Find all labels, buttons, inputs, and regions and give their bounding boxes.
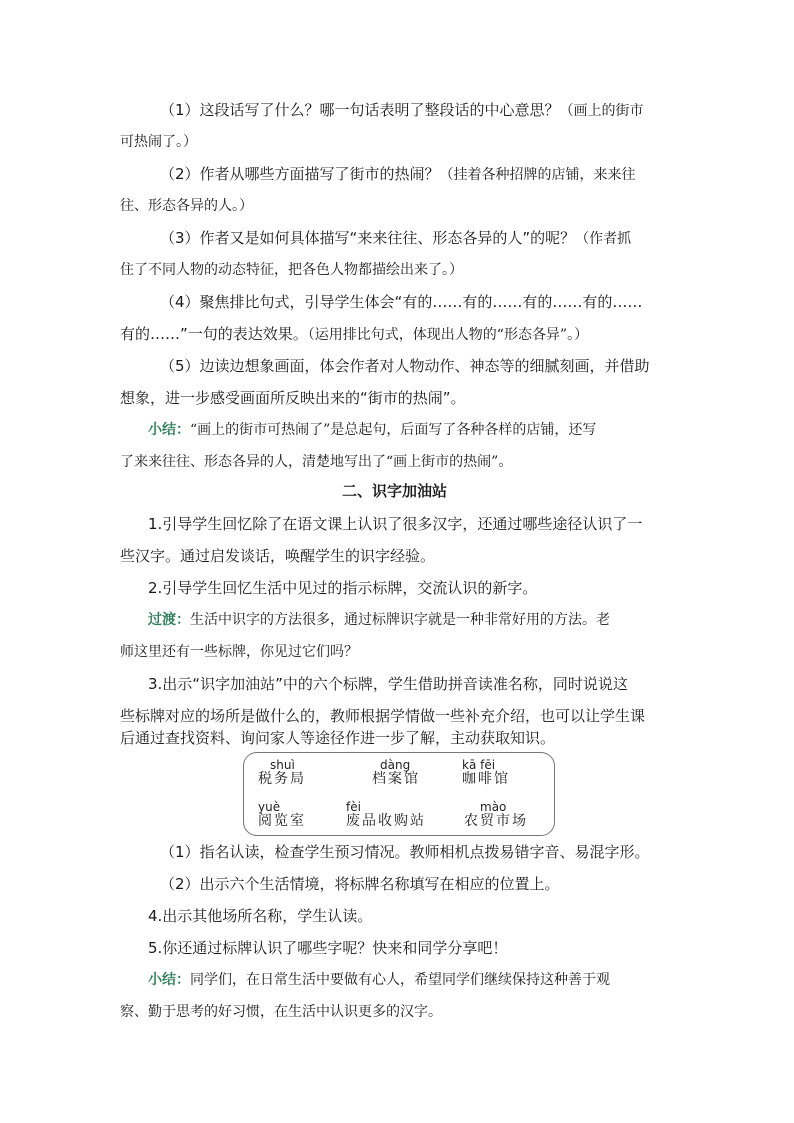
answer-text: （挂着各种招牌的店铺，来来往	[439, 167, 636, 183]
paragraph-q1-line1	[160, 100, 644, 120]
sign-pinyin: shuì	[270, 758, 295, 772]
sign-name: 阅览室	[258, 813, 306, 829]
paragraph-p5: 5.你还通过标牌认识了哪些字呢？快来和同学分享吧！	[148, 939, 508, 957]
answer-text: （运用排比句式，体现出人物的“形态各异”。）	[307, 327, 589, 343]
sign-pinyin: kā fēi	[462, 758, 496, 772]
paragraph-q1-line2: 可热闹了。）	[120, 134, 197, 150]
summary-2-line1	[148, 970, 610, 990]
transition-line2: 师这里还有一些标牌，你见过它们吗？	[120, 644, 358, 660]
paragraph-q2-line1	[160, 164, 636, 184]
paragraph-q4-line1: （4）聚焦排比句式，引导学生体会“有的……有的……有的……有的……	[160, 293, 643, 311]
paragraph-p4: 4.出示其他场所名称，学生认读。	[148, 907, 373, 925]
summary-text: “画上的街市可热闹了”是总起句，后面写了各种各样的店铺，还写	[190, 422, 597, 438]
paragraph-s1: （1）指名认读，检查学生预习情况。教师相机点拨易错字音、易混字形。	[160, 843, 650, 861]
paragraph-p3-line1: 3.出示“识字加油站”中的六个标牌，学生借助拼音读准名称，同时说说这	[148, 675, 628, 693]
question-text: （3）作者又是如何具体描写“来来往往、形态各异的人”的呢？	[160, 229, 576, 247]
summary-1-line1	[148, 420, 596, 440]
sign-name: 农贸市场	[464, 813, 528, 829]
transition-text: 生活中识字的方法很多，通过标牌识字就是一种非常好用的方法。老	[190, 612, 610, 628]
paragraph-p3-line2: 些标牌对应的场所是做什么的，教师根据学情做一些补充介绍，也可以让学生课	[120, 707, 646, 725]
question-text: （1）这段话写了什么？哪一句话表明了整段话的中心意思？	[160, 101, 560, 119]
paragraph-p1-line2: 些汉字。通过启发谈话，唤醒学生的识字经验。	[120, 547, 436, 565]
sign-name: 咖啡馆	[462, 771, 510, 787]
answer-text: （作者抓	[575, 231, 632, 247]
question-text: （2）作者从哪些方面描写了街市的热闹？	[160, 165, 440, 183]
transition-label: 过渡：	[148, 612, 190, 628]
sign-pinyin: yuè	[258, 800, 281, 814]
transition-line1	[148, 610, 610, 630]
paragraph-q5-line1: （5）边读边想象画面，体会作者对人物动作、神态等的细腻刻画，并借助	[160, 357, 650, 375]
paragraph-p1-line1: 1.引导学生回忆除了在语文课上认识了很多汉字，还通过哪些途径认识了一	[148, 515, 643, 533]
sign-pinyin: mào	[480, 800, 507, 814]
summary-1-line2: 了来来往往、形态各异的人，清楚地写出了“画上街市的热闹”。	[120, 454, 513, 470]
paragraph-q3-line1	[160, 228, 631, 248]
answer-text: （画上的街市	[559, 103, 644, 119]
summary-text: 同学们，在日常生活中要做有心人，希望同学们继续保持这种善于观	[190, 972, 610, 988]
sign-name: 废品收购站	[346, 813, 426, 829]
paragraph-q5-line2: 想象，进一步感受画面所反映出来的“街市的热闹”。	[120, 389, 466, 407]
paragraph-s2: （2）出示六个生活情境，将标牌名称填写在相应的位置上。	[160, 875, 560, 893]
paragraph-q3-line2: 住了不同人物的动态特征，把各色人物都描绘出来了。）	[120, 262, 463, 278]
section-heading: 二、识字加油站	[342, 482, 448, 500]
sign-pinyin: fèi	[346, 800, 361, 814]
summary-2-line2: 察、勤于思考的好习惯，在生活中认识更多的汉字。	[120, 1004, 442, 1020]
paragraph-q4-line2	[120, 324, 588, 344]
paragraph-p2: 2.引导学生回忆生活中见过的指示标牌，交流认识的新字。	[148, 579, 538, 597]
summary-label: 小结：	[148, 422, 190, 438]
paragraph-q2-line2: 往、形态各异的人。）	[120, 198, 253, 214]
sign-pinyin: dàng	[380, 758, 411, 772]
question-text: 有的……”一句的表达效果。	[120, 325, 308, 343]
summary-label: 小结：	[148, 972, 190, 988]
sign-name: 档案馆	[372, 771, 420, 787]
sign-name: 税务局	[258, 771, 306, 787]
paragraph-p3-line3: 后通过查找资料、询问家人等途径作进一步了解，主动获取知识。	[120, 729, 556, 747]
